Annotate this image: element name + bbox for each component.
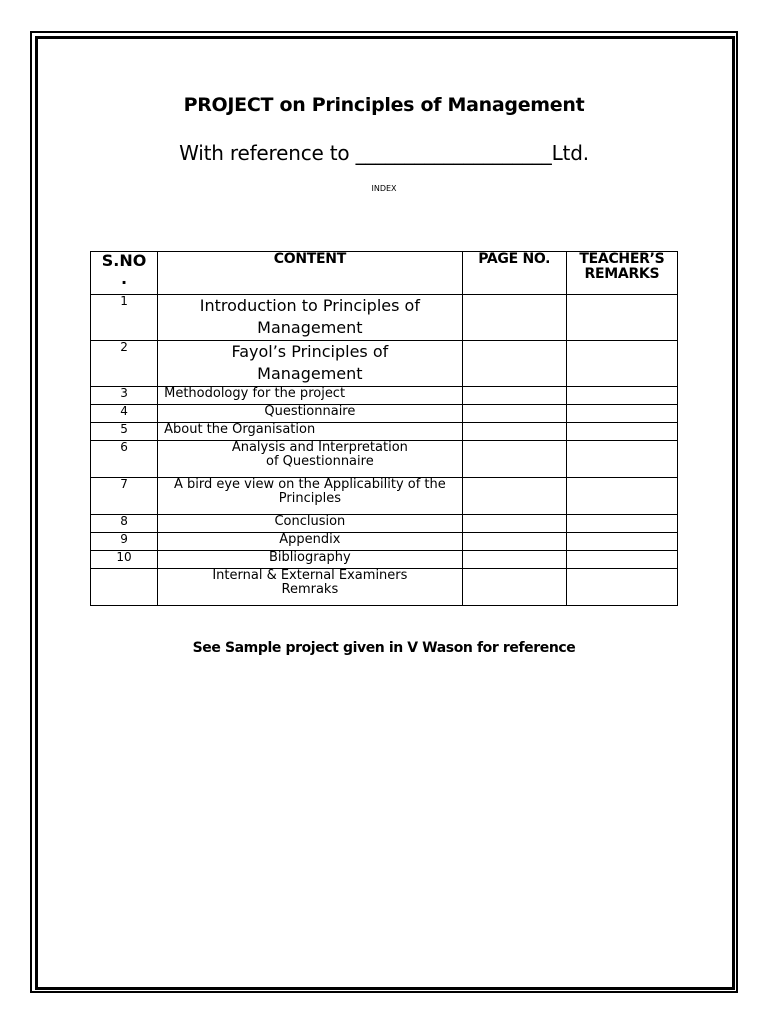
table-row: [91, 568, 678, 605]
footer-note: See Sample project given in V Wason for reference: [192, 640, 576, 656]
table-row: [91, 440, 678, 477]
row-content: Fayol’s Principles of Management: [158, 340, 463, 386]
row-page-no: [462, 295, 566, 341]
row-content: Bibliography: [158, 550, 463, 568]
header-sno-label: S.NO .: [101, 251, 147, 288]
header-page-no: PAGE NO.: [462, 252, 566, 295]
row-sno: 1: [91, 295, 158, 341]
row-page-no: [462, 404, 566, 422]
row-remarks: [566, 514, 677, 532]
row-page-no: [462, 440, 566, 477]
row-remarks: [566, 550, 677, 568]
row-sno: 10: [91, 550, 158, 568]
row-page-no: [462, 386, 566, 404]
index-label: INDEX: [371, 184, 397, 193]
row-remarks: [566, 477, 677, 514]
header-teachers-remarks: TEACHER’S REMARKS: [566, 252, 677, 295]
row-page-no: [462, 477, 566, 514]
row-sno: 8: [91, 514, 158, 532]
document-title: PROJECT on Principles of Management: [183, 94, 585, 116]
row-page-no: [462, 550, 566, 568]
row-page-no: [462, 422, 566, 440]
reference-blank: ____________________: [355, 141, 552, 165]
row-remarks: [566, 404, 677, 422]
row-content: Questionnaire: [158, 404, 463, 422]
row-remarks: [566, 568, 677, 605]
table-row: [91, 532, 678, 550]
table-row: [91, 514, 678, 532]
row-remarks: [566, 422, 677, 440]
row-sno: 5: [91, 422, 158, 440]
row-page-no: [462, 532, 566, 550]
row-page-no: [462, 568, 566, 605]
table-row: [91, 404, 678, 422]
row-remarks: [566, 386, 677, 404]
row-content: Appendix: [158, 532, 463, 550]
row-sno: 9: [91, 532, 158, 550]
table-header-row: [91, 252, 678, 295]
row-remarks: [566, 440, 677, 477]
reference-prefix: With reference to: [179, 141, 356, 165]
row-sno: 3: [91, 386, 158, 404]
header-content: CONTENT: [158, 252, 463, 295]
row-content: A bird eye view on the Applicability of the Principles: [158, 477, 463, 514]
row-sno: 2: [91, 340, 158, 386]
row-sno: 6: [91, 440, 158, 477]
row-remarks: [566, 532, 677, 550]
table-row: [91, 422, 678, 440]
row-page-no: [462, 514, 566, 532]
reference-line: [0, 141, 768, 165]
row-content: Conclusion: [158, 514, 463, 532]
table-row: [91, 295, 678, 341]
index-table: [90, 251, 678, 606]
header-sno: [91, 252, 158, 295]
row-content: About the Organisation: [158, 422, 463, 440]
reference-suffix: Ltd.: [551, 141, 589, 165]
table-row: [91, 386, 678, 404]
row-sno: [91, 568, 158, 605]
row-sno: 7: [91, 477, 158, 514]
table-row: [91, 550, 678, 568]
row-remarks: [566, 340, 677, 386]
row-page-no: [462, 340, 566, 386]
row-content: Internal & External Examiners Remraks: [158, 568, 463, 605]
row-content: Analysis and Interpretation of Questionnaire: [158, 440, 463, 477]
table-row: [91, 477, 678, 514]
table-row: [91, 340, 678, 386]
row-sno: 4: [91, 404, 158, 422]
row-content: Methodology for the project: [158, 386, 463, 404]
row-content: Introduction to Principles of Management: [158, 295, 463, 341]
row-remarks: [566, 295, 677, 341]
